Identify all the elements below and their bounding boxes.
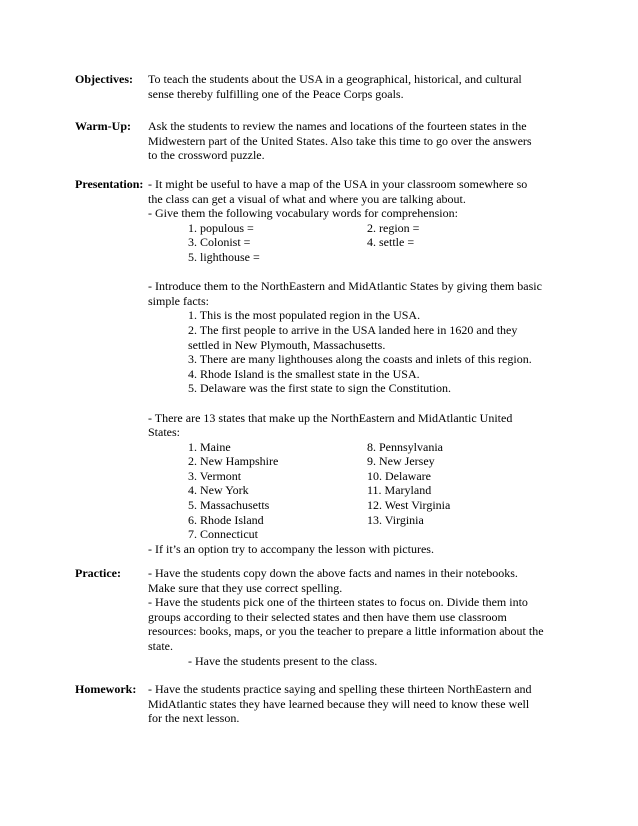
text-line: Midwestern part of the United States. Also take this time to go over the answers <box>148 133 532 148</box>
text-line: Ask the students to review the names and locations of the fourteen states in the <box>148 119 527 133</box>
homework-label: Homework: <box>75 682 137 696</box>
text-line: - Have the students pick one of the thirteen states to focus on. Divide them into <box>148 595 528 610</box>
text-line: simple facts: <box>148 293 209 308</box>
fact-item: 2. The first people to arrive in the USA landed here in 1620 and they <box>188 322 518 337</box>
state-item: 10. Delaware <box>367 468 431 483</box>
text-line: Make sure that they use correct spelling. <box>148 580 343 595</box>
objectives-label: Objectives: <box>75 72 133 86</box>
presentation-text <box>148 177 568 556</box>
vocab-word: 4. settle = <box>367 235 415 250</box>
vocab-row <box>148 250 568 265</box>
fact-item: settled in New Plymouth, Massachusetts. <box>188 337 386 352</box>
text-line: - If it’s an option try to accompany the lesson with pictures. <box>148 541 434 556</box>
state-item: 5. Massachusetts <box>188 498 270 513</box>
vocab-row <box>148 221 568 236</box>
objectives-text <box>148 72 568 101</box>
vocab-row <box>148 235 568 250</box>
state-item: 6. Rhode Island <box>188 512 264 527</box>
fact-item: 4. Rhode Island is the smallest state in the USA. <box>188 366 420 381</box>
vocab-word: 5. lighthouse = <box>188 249 260 264</box>
state-item: 2. New Hampshire <box>188 454 279 469</box>
state-item: 8. Pennsylvania <box>367 439 443 454</box>
text-line: - Give them the following vocabulary words for comprehension: <box>148 206 458 221</box>
text-line: - There are 13 states that make up the NorthEastern and MidAtlantic United <box>148 410 513 425</box>
state-item: 12. West Virginia <box>367 498 451 513</box>
vocab-word: 3. Colonist = <box>188 235 251 250</box>
fact-item: 3. There are many lighthouses along the coasts and inlets of this region. <box>188 352 532 367</box>
homework-text <box>148 682 568 726</box>
warmup-label: Warm-Up: <box>75 119 131 133</box>
state-row <box>148 469 568 484</box>
state-row <box>148 498 568 513</box>
text-line: MidAtlantic states they have learned because they will need to know these well <box>148 696 530 711</box>
state-item: 4. New York <box>188 483 249 498</box>
state-row <box>148 454 568 469</box>
practice-text <box>148 566 568 668</box>
text-line: groups according to their selected states and then have them use classroom <box>148 609 507 624</box>
text-line: state. <box>148 638 173 653</box>
state-item: 13. Virginia <box>367 512 424 527</box>
state-item: 3. Vermont <box>188 468 242 483</box>
vocab-word: 1. populous = <box>188 220 254 235</box>
fact-item: 5. Delaware was the first state to sign the Constitution. <box>188 381 451 396</box>
text-line: States: <box>148 425 180 440</box>
text-line: resources: books, maps, or you the teacher to prepare a little information about the <box>148 624 544 639</box>
text-line: - It might be useful to have a map of the USA in your classroom somewhere so <box>148 177 528 191</box>
text-line: for the next lesson. <box>148 711 240 726</box>
text-line: the class can get a visual of what and where you are talking about. <box>148 191 466 206</box>
text-line: - Have the students practice saying and spelling these thirteen NorthEastern and <box>148 682 532 696</box>
state-row <box>148 513 568 528</box>
fact-item: 1. This is the most populated region in the USA. <box>188 308 421 323</box>
text-line: to the crossword puzzle. <box>148 148 265 163</box>
practice-label: Practice: <box>75 566 121 580</box>
text-line: - Have the students present to the class. <box>188 653 378 668</box>
state-row <box>148 483 568 498</box>
text-line: - Have the students copy down the above facts and names in their notebooks. <box>148 566 518 580</box>
state-row <box>148 527 568 542</box>
state-item: 1. Maine <box>188 439 231 454</box>
state-item: 7. Connecticut <box>188 527 258 542</box>
text-line: sense thereby fulfilling one of the Peace Corps goals. <box>148 86 404 101</box>
warmup-text <box>148 119 568 163</box>
text-line: To teach the students about the USA in a geographical, historical, and cultural <box>148 72 522 86</box>
text-line: - Introduce them to the NorthEastern and MidAtlantic States by giving them basic <box>148 279 542 294</box>
state-row <box>148 440 568 455</box>
presentation-label: Presentation: <box>75 177 144 191</box>
vocab-word: 2. region = <box>367 220 420 235</box>
state-item: 11. Maryland <box>367 483 432 498</box>
state-item: 9. New Jersey <box>367 454 435 469</box>
